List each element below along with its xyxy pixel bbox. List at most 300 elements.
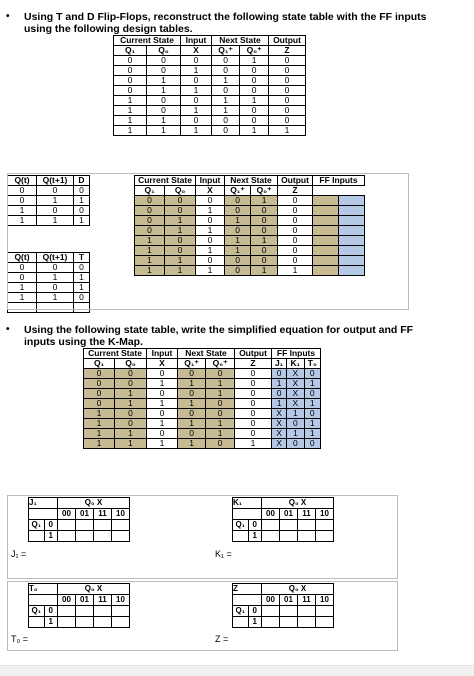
table-cell: 0 bbox=[114, 86, 147, 96]
kmap-answer-label: Z = bbox=[215, 634, 229, 644]
kmap-col-label: 11 bbox=[94, 595, 112, 606]
table-cell: 1 bbox=[178, 379, 206, 389]
table-cell: 1 bbox=[278, 266, 313, 276]
kmap-row bbox=[29, 584, 130, 595]
table-cell: 1 bbox=[165, 216, 196, 226]
table-cell: 0 bbox=[178, 409, 206, 419]
table-cell: 0 bbox=[212, 126, 240, 136]
table-cell: 1 bbox=[74, 283, 90, 293]
table-cell: 0 bbox=[212, 56, 240, 66]
table-cell: 1 bbox=[212, 106, 240, 116]
kmap-cell bbox=[316, 617, 334, 628]
table-cell: 0 bbox=[240, 106, 269, 116]
kmap-cell bbox=[316, 520, 334, 531]
col-header: Q₁ bbox=[84, 359, 115, 369]
table-cell: 1 bbox=[225, 246, 251, 256]
table-cell: 1 bbox=[165, 266, 196, 276]
col-header: Q₁⁺ bbox=[178, 359, 206, 369]
col-header: Q₁ bbox=[114, 46, 147, 56]
table-row bbox=[114, 106, 306, 116]
col-header: Z bbox=[269, 46, 306, 56]
table-cell: 1 bbox=[8, 206, 37, 216]
kmap-row bbox=[233, 595, 334, 606]
table-cell: 0 bbox=[135, 226, 165, 236]
ff-input-cell bbox=[313, 196, 339, 206]
table-row bbox=[114, 126, 306, 136]
col-header: T bbox=[74, 253, 90, 263]
ff-input-cell bbox=[313, 256, 339, 266]
kmap-row bbox=[29, 606, 130, 617]
kmap-row bbox=[29, 595, 130, 606]
table-row bbox=[114, 66, 306, 76]
table-cell: 0 bbox=[147, 389, 178, 399]
table-cell: 0 bbox=[251, 256, 278, 266]
table-cell: 0 bbox=[240, 66, 269, 76]
table-cell: 1 bbox=[114, 96, 147, 106]
kmap-row-label: 0 bbox=[248, 520, 261, 531]
table-cell: 1 bbox=[165, 256, 196, 266]
kmap-grid bbox=[28, 583, 130, 628]
kmap-row-var: Q₁ bbox=[233, 606, 249, 617]
table-cell: 1 bbox=[114, 106, 147, 116]
group-header: Next State bbox=[225, 176, 278, 186]
table-cell: 0 bbox=[135, 206, 165, 216]
table-row bbox=[135, 266, 365, 276]
table-cell: 0 bbox=[235, 399, 272, 409]
table-cell: 0 bbox=[84, 379, 115, 389]
kmap-row bbox=[29, 509, 130, 520]
kmap-cell bbox=[112, 606, 130, 617]
ff-input-cell bbox=[313, 206, 339, 216]
kmap-col-label: 10 bbox=[112, 595, 130, 606]
table-cell: 0 bbox=[178, 369, 206, 379]
table-cell: 0 bbox=[135, 196, 165, 206]
table-cell: 1 bbox=[251, 236, 278, 246]
table-cell: 1 bbox=[212, 76, 240, 86]
col-header: Q₀ bbox=[147, 46, 181, 56]
table-row bbox=[135, 256, 365, 266]
table-cell: 0 bbox=[304, 439, 320, 449]
table-cell: 1 bbox=[181, 126, 212, 136]
col-header: D bbox=[74, 176, 90, 186]
table-cell: 1 bbox=[181, 106, 212, 116]
table-cell: X bbox=[272, 439, 287, 449]
table-cell: 0 bbox=[278, 206, 313, 216]
kmap-cell bbox=[112, 520, 130, 531]
table-cell: 0 bbox=[115, 409, 147, 419]
table-cell: 0 bbox=[235, 429, 272, 439]
table-row bbox=[114, 56, 306, 66]
table-cell: 1 bbox=[196, 246, 225, 256]
kmap-corner bbox=[29, 509, 58, 520]
table-cell: 1 bbox=[84, 419, 115, 429]
table-cell: 0 bbox=[235, 419, 272, 429]
table-cell: 1 bbox=[206, 419, 235, 429]
kmap-cell bbox=[76, 520, 94, 531]
table-cell: 1 bbox=[196, 266, 225, 276]
kmap-cell bbox=[58, 606, 76, 617]
kmap-row-var bbox=[29, 617, 45, 628]
table-cell: 1 bbox=[115, 399, 147, 409]
table-cell: 1 bbox=[240, 96, 269, 106]
kmap-col-label: 11 bbox=[94, 509, 112, 520]
table-cell: 0 bbox=[269, 86, 306, 96]
table-cell: 0 bbox=[181, 116, 212, 126]
col-header: X bbox=[196, 186, 225, 196]
table-cell: 0 bbox=[114, 56, 147, 66]
ff-input-cell bbox=[313, 226, 339, 236]
table-cell: 0 bbox=[251, 216, 278, 226]
kmap-row bbox=[233, 617, 334, 628]
table-cell: 0 bbox=[251, 226, 278, 236]
table-cell: 1 bbox=[74, 273, 90, 283]
table-row bbox=[84, 409, 321, 419]
table-cell: 0 bbox=[147, 429, 178, 439]
table-cell: 1 bbox=[135, 246, 165, 256]
table-cell: 0 bbox=[84, 399, 115, 409]
table-cell: 0 bbox=[269, 56, 306, 66]
kmap-cell bbox=[298, 531, 316, 542]
table-cell: 0 bbox=[74, 186, 90, 196]
table-cell: 0 bbox=[212, 116, 240, 126]
table-cell: 0 bbox=[178, 429, 206, 439]
table-cell: 0 bbox=[8, 196, 37, 206]
table-cell: 0 bbox=[37, 186, 74, 196]
kmap-cell bbox=[316, 606, 334, 617]
table-row bbox=[114, 96, 306, 106]
table-cell: 1 bbox=[114, 116, 147, 126]
table-cell: 0 bbox=[8, 273, 37, 283]
kmap-cell bbox=[280, 617, 298, 628]
kmap-row bbox=[233, 509, 334, 520]
table-cell: 1 bbox=[225, 236, 251, 246]
table-row bbox=[114, 116, 306, 126]
kmap-row bbox=[29, 498, 130, 509]
table-cell: 1 bbox=[74, 196, 90, 206]
table-cell: 0 bbox=[269, 106, 306, 116]
kmap-cell bbox=[280, 606, 298, 617]
group-header: Next State bbox=[212, 36, 269, 46]
col-header: X bbox=[147, 359, 178, 369]
col-header: Q₀⁺ bbox=[206, 359, 235, 369]
kmap-row-var bbox=[29, 531, 45, 542]
table-cell: 1 bbox=[114, 126, 147, 136]
table-row bbox=[135, 196, 365, 206]
table-cell: 1 bbox=[304, 399, 320, 409]
table-cell: 0 bbox=[196, 256, 225, 266]
table-cell: 0 bbox=[278, 256, 313, 266]
table-cell: 0 bbox=[304, 369, 320, 379]
kmap-cell bbox=[262, 606, 280, 617]
col-header: Q₀ bbox=[115, 359, 147, 369]
kmap-row-var bbox=[233, 531, 249, 542]
ff-input-cell bbox=[339, 216, 365, 226]
table-cell: 0 bbox=[147, 409, 178, 419]
kmap-row bbox=[29, 520, 130, 531]
ff-input-cell bbox=[339, 236, 365, 246]
table-cell: 1 bbox=[74, 216, 90, 226]
table-cell: 0 bbox=[206, 369, 235, 379]
kmap-cell bbox=[262, 531, 280, 542]
table-row bbox=[84, 389, 321, 399]
table-cell: 1 bbox=[225, 216, 251, 226]
table-cell: 0 bbox=[225, 256, 251, 266]
table-row bbox=[135, 246, 365, 256]
table-cell: 1 bbox=[147, 116, 181, 126]
table-cell: 0 bbox=[212, 66, 240, 76]
table-cell: 0 bbox=[165, 206, 196, 216]
table-row bbox=[135, 216, 365, 226]
ff-input-cell bbox=[339, 196, 365, 206]
table-cell: 0 bbox=[269, 96, 306, 106]
table-cell: 1 bbox=[181, 86, 212, 96]
table-cell: 0 bbox=[304, 409, 320, 419]
table-row bbox=[135, 236, 365, 246]
col-header: Q(t+1) bbox=[37, 176, 74, 186]
table-cell: 1 bbox=[8, 293, 37, 303]
kmap-cell bbox=[112, 531, 130, 542]
table-cell: 1 bbox=[8, 216, 37, 226]
table-cell: 0 bbox=[114, 76, 147, 86]
kmap-col-label: 00 bbox=[262, 595, 280, 606]
kmap-cell bbox=[112, 617, 130, 628]
table-cell: 0 bbox=[235, 409, 272, 419]
table-cell: 1 bbox=[196, 206, 225, 216]
table-cell: 0 bbox=[206, 399, 235, 409]
table-cell: 0 bbox=[37, 263, 74, 273]
state-table-1 bbox=[113, 35, 306, 136]
table-cell: 1 bbox=[147, 86, 181, 96]
col-header: Z bbox=[235, 359, 272, 369]
table-cell: 0 bbox=[115, 369, 147, 379]
table-cell: 0 bbox=[240, 116, 269, 126]
ff-input-cell bbox=[313, 246, 339, 256]
table-cell: 1 bbox=[37, 273, 74, 283]
table-cell: 0 bbox=[181, 76, 212, 86]
kmap-row bbox=[29, 617, 130, 628]
table-row bbox=[135, 206, 365, 216]
table-cell: 0 bbox=[235, 369, 272, 379]
kmap-top-label: Q₀ X bbox=[262, 498, 334, 509]
kmap-col-label: 01 bbox=[280, 595, 298, 606]
kmap-row-var bbox=[233, 617, 249, 628]
kmap-col-label: 11 bbox=[298, 595, 316, 606]
table-cell: 0 bbox=[74, 263, 90, 273]
kmap-row-label: 1 bbox=[44, 617, 57, 628]
table-cell: X bbox=[287, 389, 304, 399]
table-cell: 1 bbox=[8, 283, 37, 293]
table-cell: 0 bbox=[251, 206, 278, 216]
table-cell: 1 bbox=[135, 266, 165, 276]
kmap-col-label: 10 bbox=[316, 595, 334, 606]
kmap-row-label: 0 bbox=[44, 520, 57, 531]
table-cell: 0 bbox=[147, 369, 178, 379]
table-cell: 1 bbox=[181, 66, 212, 76]
kmap-answer-label: K₁ = bbox=[215, 549, 232, 559]
table-cell: 0 bbox=[269, 66, 306, 76]
kmap-cell bbox=[94, 606, 112, 617]
table-cell: 0 bbox=[235, 379, 272, 389]
kmap-col-label: 10 bbox=[316, 509, 334, 520]
table-cell: 1 bbox=[287, 429, 304, 439]
table-cell: 1 bbox=[240, 56, 269, 66]
table-cell: X bbox=[287, 399, 304, 409]
state-table-2 bbox=[134, 175, 365, 276]
table-cell: 1 bbox=[135, 256, 165, 266]
col-header: Q₀⁺ bbox=[251, 186, 278, 196]
table-cell: 1 bbox=[178, 399, 206, 409]
kmap-row-label: 0 bbox=[44, 606, 57, 617]
ff-input-cell bbox=[339, 256, 365, 266]
table-cell: 0 bbox=[165, 236, 196, 246]
table-cell: 0 bbox=[147, 96, 181, 106]
kmap-row-var: Q₁ bbox=[29, 520, 45, 531]
kmap-grid bbox=[232, 583, 334, 628]
kmap-cell bbox=[94, 520, 112, 531]
table-cell: 0 bbox=[278, 246, 313, 256]
col-header: J₁ bbox=[272, 359, 287, 369]
col-header: Q(t) bbox=[8, 176, 37, 186]
kmap-col-label: 01 bbox=[280, 509, 298, 520]
table-cell: 1 bbox=[304, 379, 320, 389]
table-cell: 0 bbox=[278, 226, 313, 236]
col-header: Q(t) bbox=[8, 253, 37, 263]
kmap-corner bbox=[233, 509, 262, 520]
col-header: Z bbox=[278, 186, 313, 196]
table-cell: 1 bbox=[115, 429, 147, 439]
kmap-top-label: Q₀ X bbox=[262, 584, 334, 595]
kmap-cell bbox=[298, 520, 316, 531]
kmap-top-label: Q₀ X bbox=[58, 498, 130, 509]
kmap-row-label: 1 bbox=[248, 617, 261, 628]
kmap-name: J₁ bbox=[29, 498, 58, 509]
kmap-cell bbox=[298, 606, 316, 617]
col-header: X bbox=[181, 46, 212, 56]
table-cell: 1 bbox=[115, 439, 147, 449]
table-cell: 0 bbox=[37, 283, 74, 293]
table-cell: 1 bbox=[178, 439, 206, 449]
ff-input-cell bbox=[313, 266, 339, 276]
table-cell: 1 bbox=[240, 126, 269, 136]
kmap-col-label: 01 bbox=[76, 509, 94, 520]
kmap-cell bbox=[76, 531, 94, 542]
table-cell: 0 bbox=[181, 96, 212, 106]
table-row bbox=[84, 429, 321, 439]
table-cell: 0 bbox=[235, 389, 272, 399]
table-cell: 0 bbox=[196, 216, 225, 226]
kmap-row bbox=[29, 531, 130, 542]
bullet-1: • bbox=[6, 11, 10, 22]
group-header: Input bbox=[147, 349, 178, 359]
kmap-col-label: 00 bbox=[262, 509, 280, 520]
table-cell: 1 bbox=[147, 439, 178, 449]
table-cell: 1 bbox=[135, 236, 165, 246]
group-header: Output bbox=[278, 176, 313, 186]
group-header: Output bbox=[269, 36, 306, 46]
table-cell: 0 bbox=[206, 409, 235, 419]
group-header: Next State bbox=[178, 349, 235, 359]
table-cell: 0 bbox=[272, 389, 287, 399]
kmap-name: Z bbox=[233, 584, 262, 595]
table-row bbox=[114, 76, 306, 86]
col-header: Q₀⁺ bbox=[240, 46, 269, 56]
table-cell: 0 bbox=[84, 389, 115, 399]
table-cell: 1 bbox=[37, 216, 74, 226]
table-cell: 1 bbox=[147, 419, 178, 429]
ff-input-cell bbox=[339, 266, 365, 276]
table-cell: 0 bbox=[147, 56, 181, 66]
kmap-corner bbox=[29, 595, 58, 606]
table-cell: 0 bbox=[147, 106, 181, 116]
kmap-col-label: 11 bbox=[298, 509, 316, 520]
kmap-grid bbox=[232, 497, 334, 542]
table-cell: 0 bbox=[272, 369, 287, 379]
table-cell: 0 bbox=[196, 196, 225, 206]
kmap-name: K₁ bbox=[233, 498, 262, 509]
table-cell: 1 bbox=[147, 126, 181, 136]
table-cell: 1 bbox=[84, 439, 115, 449]
table-cell: 0 bbox=[84, 369, 115, 379]
table-cell: 1 bbox=[147, 379, 178, 389]
table-cell: 0 bbox=[181, 56, 212, 66]
table-cell: 1 bbox=[251, 266, 278, 276]
table-cell: 0 bbox=[135, 216, 165, 226]
col-header: Q(t+1) bbox=[37, 253, 74, 263]
table-cell: 1 bbox=[165, 226, 196, 236]
col-header: Q₁⁺ bbox=[225, 186, 251, 196]
state-table-3 bbox=[83, 348, 321, 449]
table-cell: 0 bbox=[240, 86, 269, 96]
kmap-cell bbox=[262, 617, 280, 628]
table-cell: 0 bbox=[206, 439, 235, 449]
kmap-cell bbox=[94, 531, 112, 542]
table-cell: 0 bbox=[278, 236, 313, 246]
group-header: Output bbox=[235, 349, 272, 359]
col-header: K₁ bbox=[287, 359, 304, 369]
kmap-answer-label: J₁ = bbox=[11, 549, 27, 559]
table-cell: 0 bbox=[8, 186, 37, 196]
kmap-cell bbox=[94, 617, 112, 628]
kmap-col-label: 10 bbox=[112, 509, 130, 520]
table-cell: 0 bbox=[225, 226, 251, 236]
kmap-cell bbox=[76, 606, 94, 617]
table-cell: 1 bbox=[147, 76, 181, 86]
kmap-row bbox=[233, 498, 334, 509]
kmap-col-label: 00 bbox=[58, 595, 76, 606]
kmap-row bbox=[233, 584, 334, 595]
kmap-row-label: 0 bbox=[248, 606, 261, 617]
table-cell: 0 bbox=[114, 66, 147, 76]
table-cell: 1 bbox=[84, 409, 115, 419]
group-header: Current State bbox=[135, 176, 196, 186]
table-cell: 1 bbox=[37, 196, 74, 206]
col-header: T₀ bbox=[304, 359, 320, 369]
table-cell: 1 bbox=[304, 419, 320, 429]
table-cell: X bbox=[287, 379, 304, 389]
table-row bbox=[84, 379, 321, 389]
table-cell: 0 bbox=[165, 196, 196, 206]
table-cell: 1 bbox=[251, 196, 278, 206]
table-cell: 1 bbox=[147, 399, 178, 409]
table-cell: 1 bbox=[304, 429, 320, 439]
kmap-cell bbox=[316, 531, 334, 542]
page-footer bbox=[0, 665, 474, 676]
kmap-corner bbox=[233, 595, 262, 606]
table-cell: 0 bbox=[178, 389, 206, 399]
table-cell: 0 bbox=[8, 263, 37, 273]
table-cell: 0 bbox=[287, 439, 304, 449]
kmap-row-label: 1 bbox=[44, 531, 57, 542]
